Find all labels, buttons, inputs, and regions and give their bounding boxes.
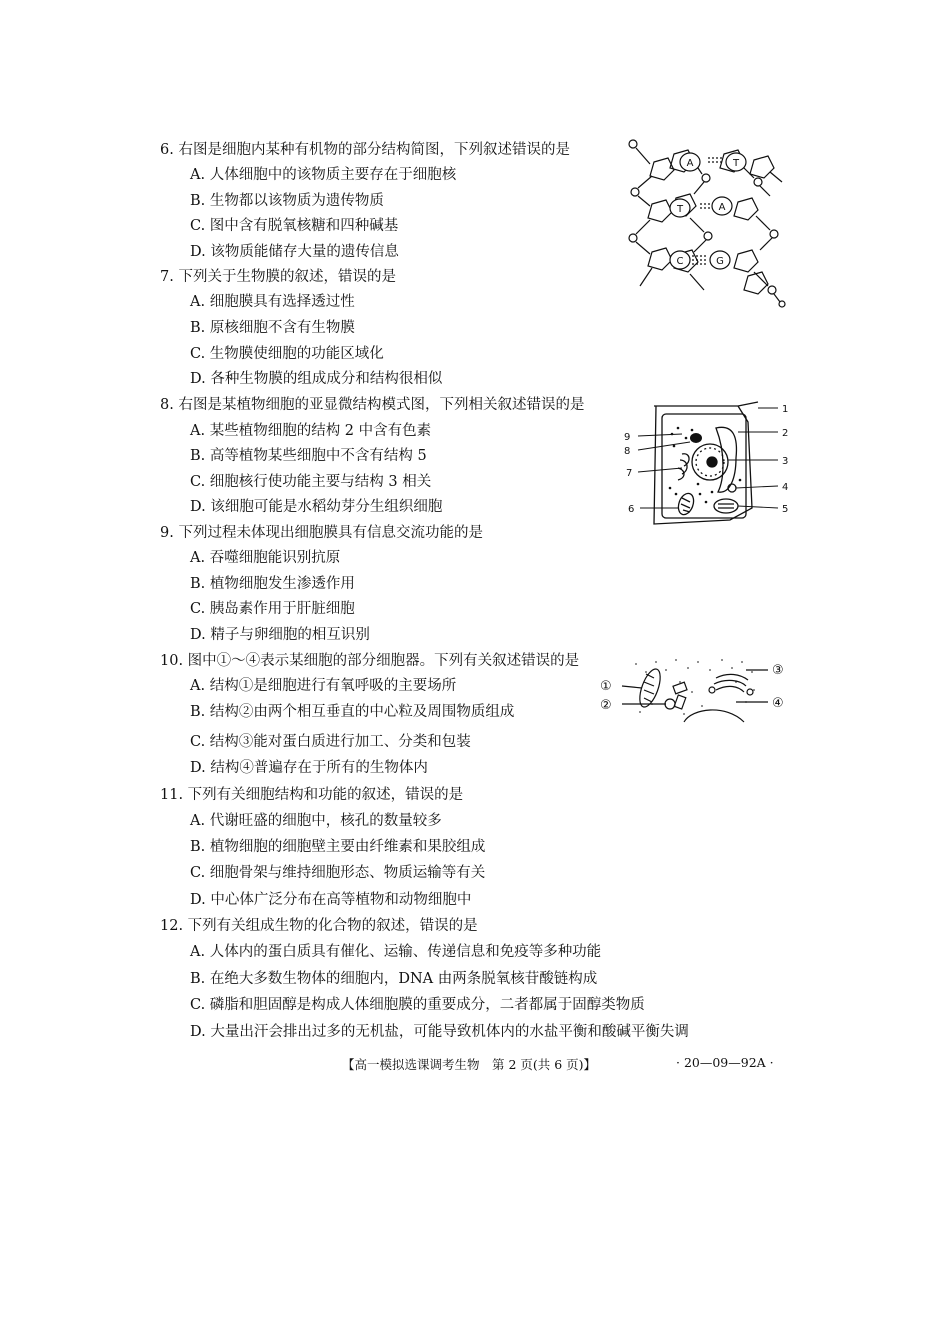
organelle-label: ② — [600, 698, 612, 713]
question-12-option-a: A. 人体内的蛋白质具有催化、运输、传递信息和免疫等多种功能 — [190, 944, 602, 960]
question-9-option-d: D. 精子与卵细胞的相互识别 — [190, 627, 370, 643]
base-label: T — [732, 158, 740, 169]
cell-label: 3 — [782, 456, 789, 467]
question-7-option-c: C. 生物膜使细胞的功能区域化 — [190, 346, 384, 362]
question-10-stem: 10. 图中①～④表示某细胞的部分细胞器。下列有关叙述错误的是 — [160, 653, 580, 669]
cell-label: 8 — [624, 446, 631, 457]
organelle-label: ① — [600, 679, 612, 694]
question-11-option-d: D. 中心体广泛分布在高等植物和动物细胞中 — [190, 892, 472, 908]
question-11-option-b: B. 植物细胞的细胞壁主要由纤维素和果胶组成 — [190, 839, 486, 855]
question-6-option-d: D. 该物质能储存大量的遗传信息 — [190, 244, 399, 260]
question-12-stem: 12. 下列有关组成生物的化合物的叙述，错误的是 — [160, 918, 478, 934]
question-6-option-b: B. 生物都以该物质为遗传物质 — [190, 193, 384, 209]
question-10-option-d: D. 结构④普遍存在于所有的生物体内 — [190, 760, 428, 776]
question-11-option-c: C. 细胞骨架与维持细胞形态、物质运输等有关 — [190, 865, 486, 881]
footer-title: 【高一模拟选课调考生物 第 2 页(共 6 页)】 — [342, 1057, 597, 1072]
question-7-stem: 7. 下列关于生物膜的叙述，错误的是 — [160, 269, 396, 285]
question-8-option-b: B. 高等植物某些细胞中不含有结构 5 — [190, 448, 427, 464]
question-8-option-c: C. 细胞核行使功能主要与结构 3 相关 — [190, 474, 432, 490]
cell-label: 9 — [624, 432, 631, 443]
dna-structure-figure — [620, 136, 795, 308]
base-label: A — [686, 158, 694, 169]
base-label: C — [676, 256, 684, 267]
deoxyribose-pentagon — [650, 158, 674, 180]
question-12-option-b: B. 在绝大多数生物体的细胞内，DNA 由两条脱氧核苷酸链构成 — [190, 971, 598, 987]
question-11-stem: 11. 下列有关细胞结构和功能的叙述，错误的是 — [160, 787, 464, 803]
question-7-option-d: D. 各种生物膜的组成成分和结构很相似 — [190, 371, 443, 387]
question-8-stem: 8. 右图是某植物细胞的亚显微结构模式图，下列相关叙述错误的是 — [160, 397, 585, 413]
question-12-option-d: D. 大量出汗会排出过多的无机盐，可能导致机体内的水盐平衡和酸碱平衡失调 — [190, 1024, 689, 1040]
mitochondrion — [676, 491, 697, 516]
organelle-label: ③ — [772, 663, 784, 678]
question-9-stem: 9. 下列过程未体现出细胞膜具有信息交流功能的是 — [160, 525, 483, 541]
question-10-option-a: A. 结构①是细胞进行有氧呼吸的主要场所 — [190, 678, 457, 694]
cell-label: 6 — [628, 504, 635, 515]
cell-label: 2 — [782, 428, 789, 439]
question-7-option-b: B. 原核细胞不含有生物膜 — [190, 320, 355, 336]
question-12-option-c: C. 磷脂和胆固醇是构成人体细胞膜的重要成分，二者都属于固醇类物质 — [190, 997, 645, 1013]
cell-label: 5 — [782, 504, 789, 515]
phosphate-circle — [629, 140, 637, 148]
cell-wall — [654, 402, 758, 524]
question-9-option-c: C. 胰岛素作用于肝脏细胞 — [190, 601, 355, 617]
question-10-option-c: C. 结构③能对蛋白质进行加工、分类和包装 — [190, 734, 471, 750]
organelles-figure — [596, 652, 796, 724]
organelle-label: ④ — [772, 696, 784, 711]
question-6-option-a: A. 人体细胞中的该物质主要存在于细胞核 — [190, 167, 457, 183]
question-8-option-a: A. 某些植物细胞的结构 2 中含有色素 — [190, 423, 432, 439]
cell-label: 1 — [782, 404, 789, 415]
question-9-option-a: A. 吞噬细胞能识别抗原 — [190, 550, 341, 566]
question-8-option-d: D. 该细胞可能是水稻幼芽分生组织细胞 — [190, 499, 443, 515]
question-6-option-c: C. 图中含有脱氧核糖和四种碱基 — [190, 218, 399, 234]
question-6-stem: 6. 右图是细胞内某种有机物的部分结构简图，下列叙述错误的是 — [160, 142, 570, 158]
question-11-option-a: A. 代谢旺盛的细胞中，核孔的数量较多 — [190, 813, 442, 829]
question-9-option-b: B. 植物细胞发生渗透作用 — [190, 576, 355, 592]
base-label: G — [716, 256, 724, 267]
chloroplast — [714, 499, 738, 513]
base-label: T — [676, 204, 684, 215]
question-10-option-b: B. 结构②由两个相互垂直的中心粒及周围物质组成 — [190, 704, 515, 720]
plant-cell-figure — [620, 398, 795, 528]
base-label: A — [718, 202, 726, 213]
cell-label: 7 — [626, 468, 633, 479]
footer-code: · 20—09—92A · — [676, 1055, 774, 1070]
cell-label: 4 — [782, 482, 789, 493]
question-7-option-a: A. 细胞膜具有选择透过性 — [190, 294, 355, 310]
